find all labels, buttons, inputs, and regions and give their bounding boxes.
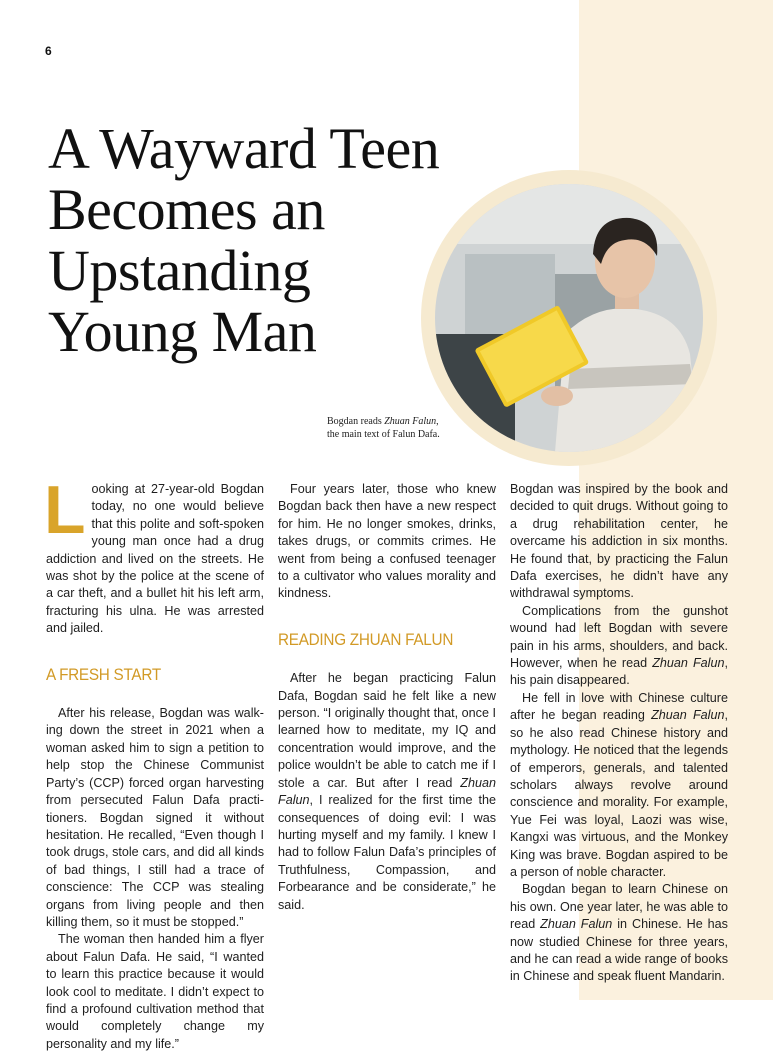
article-column-1 bbox=[44, 472, 264, 1053]
paragraph-text: ooking at 27-year-old Bogdan today, no one would believe that this polite and soft-spoken young man once had a drug addiction and lived on the streets. He was shot by the police at the scene of a car theft, and a bullet hit his left arm, fracturing his ulna. He was arrested and jailed. bbox=[46, 482, 264, 636]
paragraph-text: Four years later, those who knew Bogdan back then have a new respect for him. He no longer smokes, drinks, takes drugs, or commits crimes. He went from being a confused teenager to a cultivator who values morality and kindness. bbox=[278, 482, 496, 601]
paragraph-text: He fell in love with Chinese culture after he began reading bbox=[510, 690, 728, 723]
paragraph bbox=[510, 881, 728, 985]
paragraph bbox=[510, 603, 728, 690]
paragraph-text: Complications from the gunshot wound had left Bogdan with severe pain in his arms, shoulders, and back. However, when he read bbox=[510, 603, 728, 671]
book-title: Zhuan Falun bbox=[651, 708, 725, 723]
paragraph: The woman then handed him a flyer about Falun Dafa. He said, “I wanted to learn this practice because it would look cool to meditate. I didn’t expect to find a profound cultivation method that would completely change my personality and my life.” bbox=[46, 932, 264, 1051]
paragraph bbox=[278, 481, 496, 603]
paragraph-text: After he began practicing Falun Dafa, Bogdan said he felt like a new person. “I originally thought that, once I learned how to meditate, my IQ and concentration would improve, and the police wouldn’t be able to catch me if I stole a car. But after I read bbox=[278, 671, 496, 790]
article-photo bbox=[435, 184, 703, 452]
paragraph-text: Bogdan was inspired by the book and decided to quit drugs. Without going to a drug rehabilitation center, he overcame his addiction in six months. He found that, by practicing the Falun Dafa exercises, he didn’t have any withdrawal symptoms. bbox=[510, 482, 728, 601]
paragraph-text: , so he also read Chinese history and mythology. He noticed that the legends of emperors, generals, and talented scholars always revolve around conscience and morality. For example, Yue Fei was loyal, Laozi was wise, Kangxi was virtuous, and the Monkey King was brave. Bogdan aspired to be a person of noble character. bbox=[510, 708, 728, 879]
section-heading: A FRESH START bbox=[46, 664, 161, 684]
paragraph bbox=[510, 690, 728, 881]
section-heading: READING ZHUAN FALUN bbox=[278, 629, 454, 649]
headline-line: A Wayward Teen bbox=[48, 116, 440, 181]
paragraph-text: Bogdan began to learn Chinese on his own. One year later, he was able to read bbox=[510, 882, 728, 932]
book-title: Zhuan Falun bbox=[278, 775, 496, 808]
book-title: Zhuan Falun bbox=[540, 917, 613, 932]
paragraph bbox=[510, 481, 728, 603]
paragraph-text: in Chinese. He has now studied Chinese for three years, and he can read a wide range of books in Chinese and speak fluent Mandarin. bbox=[510, 917, 728, 984]
caption-comma: , bbox=[436, 416, 439, 427]
page-number: 6 bbox=[45, 44, 52, 58]
photo-hand bbox=[541, 386, 573, 406]
caption-text: Bogdan reads bbox=[327, 416, 385, 427]
headline-line: Young Man bbox=[48, 299, 317, 364]
caption-line2: the main text of Falun Dafa. bbox=[327, 429, 440, 440]
article-column-3 bbox=[510, 481, 728, 986]
headline-line: Upstanding bbox=[48, 238, 311, 303]
paragraph: After his release, Bogdan was walking down the street in 2021 when a woman asked him to sign a petition to help stop the Chinese Communist Party’s (CCP) forced organ harvesting from persecuted Falun Dafa practitioners. Bogdan signed it without hesitation. He recalled, “Even though I took drugs, stole cars, and did all kinds of bad things, I still had a trace of conscience: The CCP was stealing organs from living people and then killing them, so it must be stopped.” bbox=[46, 706, 264, 929]
book-title: Zhuan Falun bbox=[652, 656, 725, 671]
headline-line: Becomes an bbox=[48, 177, 325, 242]
reader-photo-illustration bbox=[435, 184, 703, 452]
paragraph bbox=[278, 670, 496, 914]
paragraph-text: , his pain disappeared. bbox=[510, 656, 728, 688]
paragraph bbox=[44, 472, 264, 638]
photo-caption bbox=[327, 415, 477, 441]
caption-book-title: Zhuan Falun bbox=[384, 416, 437, 427]
paragraph-text: , I realized for the first time the consequences of doing evil: I was hurting myself and my family. I knew I had to follow Falun Dafa’s principles of Truthfulness, Compassion, and Forbearance and be considerate,” he said. bbox=[278, 793, 496, 912]
article-column-2 bbox=[278, 481, 496, 914]
drop-cap: L bbox=[44, 472, 86, 548]
